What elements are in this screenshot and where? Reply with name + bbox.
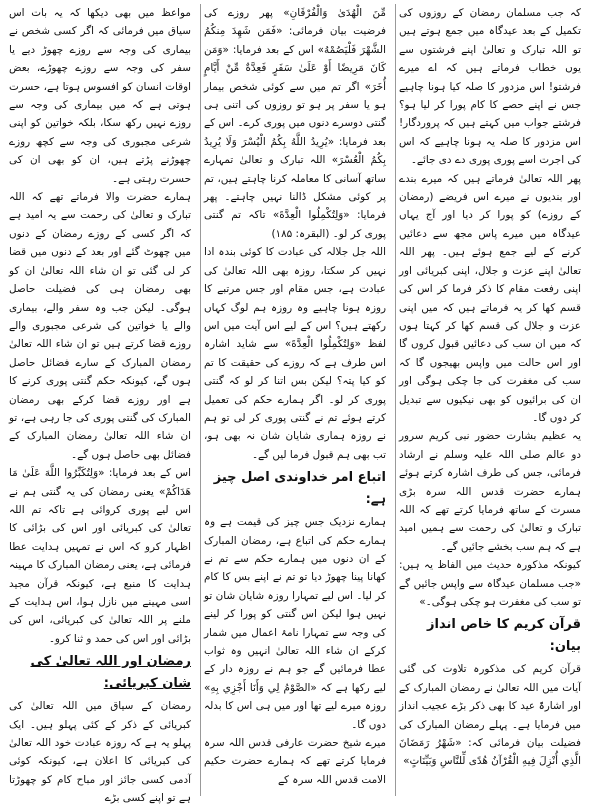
section-heading: اتباع امر خداوندی اصل چیز ہے: <box>213 470 386 508</box>
paragraph: قرآن کریم کی مذکورہ تلاوت کی گئی آیات میں اللہ تعالیٰ نے رمضان المبارک کے اور اشارۃً عید کا بھی ذکر بڑے عجیب انداز میں فرمایا ہے۔ پہلے رمضان المبارک کی فضیلت بیان فرمائی کہ: «شَهْرُ رَمَضَانَ الَّذِي أُنْزِلَ فِيهِ الْقُرْآنُ هُدًى لِّلنَّاسِ وَبَيِّنَاتٍ» <box>399 663 581 768</box>
paragraph: مِّنَ الْهُدَىٰ وَالْفُرْقَانِ» پھر روزے کی فرضیت بیان فرمائی: «فَمَن شَهِدَ مِنكُمُ الشَّهْرَ فَلْيَصُمْهُ» اس کے بعد فرمایا: «وَمَن كَانَ مَرِيضًا أَوْ عَلَىٰ سَفَرٍ فَعِدَّةٌ مِّنْ أَيَّامٍ أُخَرَ» اگر تم میں سے کوئی شخص بیمار ہو یا سفر پر ہو تو روزوں کی اتنی ہی گنتی دوسرے دنوں میں پوری کرے۔ اس کے بعد فرمایا: «يُرِيدُ اللَّهُ بِكُمُ الْيُسْرَ وَلَا يُرِيدُ بِكُمُ الْعُسْرَ» اللہ تبارک و تعالیٰ تمہارے ساتھ آسانی کا معاملہ کرنا چاہتے ہیں، تم پر کوئی مشکل ڈالنا نہیں چاہتے۔ پھر فرمایا: «وَلِتُكْمِلُوا الْعِدَّةَ» تاکہ تم گنتی پوری کر لو۔ (البقرہ: ۱۸۵) <box>204 7 386 240</box>
paragraph: میرے شیخ حضرت عارفی قدس اللہ سرہ فرمایا کرتے تھے کہ ہمارے حضرت حکیم الامت قدس اللہ سرہ کے <box>204 737 386 786</box>
paragraph: ہمارے حضرت والا فرماتے تھے کہ اللہ تبارک و تعالیٰ کی رحمت سے یہ امید ہے کہ اگر کسی کے روزے رمضان کے دنوں میں چھوٹ گئے اور بعد کے دنوں میں قضا کر لی گئی تو ان شاء اللہ تعالیٰ ان کو بھی رمضان ہی کی فضیلت حاصل ہوگی۔ لیکن جب وہ سفر والے، بیماری والے یا خواتین کی شرعی مجبوری والے روزے قضا کرتے ہیں تو ان شاء اللہ تعالیٰ رمضان المبارک کے سارے فضائل حاصل ہوں گے، کیونکہ حکم گنتی پوری کرنے کا ہے اور روزے قضا کرکے بھی رمضان المبارک کی گنتی پوری کی جا رہی ہے، تو ان شاء اللہ تعالیٰ رمضان المبارک کے فضائل بھی حاصل ہوں گے۔ <box>9 191 191 461</box>
paragraph: کیونکہ مذکورہ حدیث میں الفاظ یہ ہیں: «جب مسلمان عیدگاہ سے واپس جائیں گے تو سب کی مغفرت ہو چکی ہوگی۔» <box>399 559 581 608</box>
column-left <box>6 4 194 805</box>
paragraph: اللہ جل جلالہ کی عبادت کا کوئی بندہ ادا نہیں کر سکتا، روزہ بھی اللہ تعالیٰ کی عبادت ہے، جس مقام اور جس مرتبے کا روزہ ہونا چاہیے وہ روزہ ہم لوگ کہاں رکھتے ہیں؟ اس کے لیے اس آیت میں اس لفظ «وَلِتُكْمِلُوا الْعِدَّةَ» سے شاید اشارہ اس طرف ہے کہ روزے کی حقیقت کا تم کو کیا پتہ؟ لیکن بس اتنا کر لو کہ گنتی پوری کر لو۔ اگر ہمارے حکم کی تعمیل کرتے ہوئے تم نے گنتی پوری کر لی تو ہم نے روزہ ہماری شایان شان نہ بھی ہو، تب بھی ہم قبول فرما لیں گے۔ <box>204 246 386 461</box>
column-right <box>395 4 584 796</box>
paragraph: رمضان کے سیاق میں اللہ تعالیٰ کی کبریائی کے ذکر کے کئی پہلو ہیں۔ ایک پہلو یہ ہے کہ روزہ عبادت خود اللہ تعالیٰ کی کبریائی کا اعلان ہے، کیونکہ کوئی آدمی کسی جائز اور مباح کام کو چھوڑتا ہے تو اپنے کسی بڑے <box>9 700 191 805</box>
paragraph: یہ عظیم بشارت حضور نبی کریم سرور دو عالم صلی اللہ علیہ وسلم نے ارشاد فرمائی، جس کی طرف اشارہ کرتے ہوئے ہمارے حضرت قدس اللہ سرہ بڑی مسرت کے ساتھ فرمایا کرتے تھے کہ اللہ تبارک و تعالیٰ کی رحمت سے ہمیں امید ہے کہ ہم سب بخشے جائیں گے۔ <box>399 430 581 553</box>
paragraph: مواعظ میں بھی دیکھا کہ یہ بات اس سیاق میں فرمائی کہ اگر کسی شخص نے بیماری کی وجہ سے روزے چھوڑ دیے یا سفر کی وجہ سے روزے چھوڑے، بعض اوقات انسان کو افسوس ہوتا ہے، حسرت ہوتی ہے کہ میں بیماری کی وجہ سے روزے نہیں رکھ سکا، بلکہ خواتین کو اپنی شرعی مجبوری کی وجہ سے کچھ روزے چھوڑنے پڑتے ہیں، ان کو بھی ان کی حسرت رہتی ہے۔ <box>9 7 191 185</box>
paragraph: ہمارے نزدیک جس چیز کی قیمت ہے وہ ہمارے حکم کی اتباع ہے، رمضان المبارک کے ان دنوں میں ہمارے حکم سے تم نے کھانا پینا چھوڑ دیا تو تم نے اپنے بس کا کام کر لیا۔ اس لیے تمہارا روزہ شایان شان تو نہیں ہوا لیکن اس گنتی کو پورا کر لینے کی وجہ سے تمہارا نامۂ اعمال میں شمار کرکے ان شاء اللہ تعالیٰ انہیں وہ ثواب عطا فرمائیں گے جو ہم نے روزہ دار کے لیے رکھا ہے کہ «الصَّوْمُ لِي وَأَنَا أَجْزِي بِهِ» روزہ میرے لیے تھا اور میں ہی اس کا بدلہ دوں گا۔ <box>204 516 386 731</box>
column-middle <box>200 4 389 796</box>
section-heading: قرآن کریم کا خاص انداز بیان: <box>427 617 581 655</box>
paragraph: پھر اللہ تعالیٰ فرماتے ہیں کہ میرے بندے اور بندیوں نے میرے اس فریضے (رمضان کے روزے) کو پورا کر دیا اور آج یہاں عیدگاہ میں میرے پاس مجھ سے دعائیں کرنے کے لیے جمع ہوئے ہیں۔ پھر اللہ تعالیٰ اپنے عزت و جلال، اپنی کبریائی اور اپنی رفعت مقام کا ذکر فرما کر اس کی قسم کھا کر یہ فرماتے ہیں کہ میں اپنی عزت و جلال کی قسم کھا کر کہتا ہوں کہ میں ان سب کی دعائیں قبول کروں گا اور اس حالت میں واپس بھیجوں گا کہ سب کی مغفرت کی جا چکی ہوگی اور ان کی برائیوں کو بھی نیکیوں سے تبدیل کر دوں گا۔ <box>399 172 581 424</box>
paragraph: کہ جب مسلمان رمضان کے روزوں کی تکمیل کے بعد عیدگاہ میں جمع ہوتے ہیں تو اللہ تبارک و تعالیٰ اپنے فرشتوں سے یوں خطاب فرماتے ہیں کہ اے میرے فرشتو! اس مزدور کا صلہ کیا ہونا چاہیے جس نے اپنے حصے کا کام پورا کر لیا ہو؟ فرشتے جواب میں کہتے ہیں کہ پروردگار! اس مزدور کا صلہ یہ ہونا چاہیے کہ اس کی اجرت اسے پوری پوری دے دی جائے۔ <box>399 7 581 167</box>
section-heading: رمضان اور اللہ تعالیٰ کی شان کبریائی: <box>30 654 191 692</box>
paragraph: اس کے بعد فرمایا: «وَلِتُكَبِّرُوا اللَّهَ عَلَىٰ مَا هَدَاكُمْ» یعنی رمضان کی یہ گنتی ہم نے اس لیے پوری کروائی ہے تاکہ تم اللہ تعالیٰ کی کبریائی اور اس کی بڑائی کا اظہار کرو کہ اس نے تمہیں ہدایت عطا فرمائی ہے، یعنی رمضان المبارک کا مہینہ ہدایت کا منبع ہے، کیونکہ قرآن مجید اسی مہینے میں نازل ہوا، اس ہدایت کے ملنے پر اللہ تعالیٰ کی کبریائی، اس کی بڑائی اور اس کی حمد و ثنا کرو۔ <box>9 467 191 645</box>
